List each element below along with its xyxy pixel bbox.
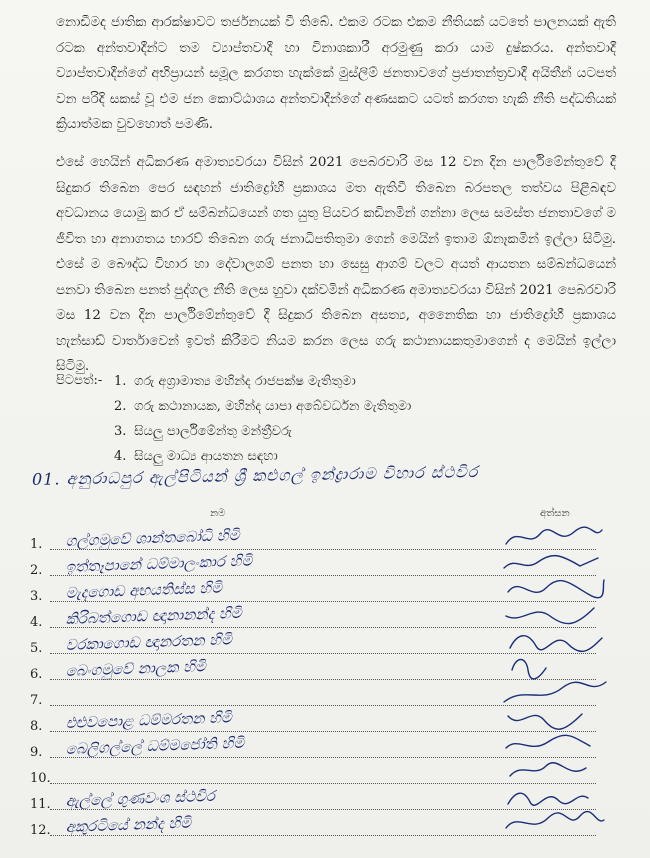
signature-row: 1. ගල්ගමුවේ ශාන්තබෝධි හිමි: [0, 528, 650, 554]
signature-row: 6. බෙංගමුවේ නාලක හිමි: [0, 658, 650, 684]
column-header-name: නම: [210, 508, 226, 519]
signature-row: 9. බෙලිගල්ලේ ධම්මජෝති හිමි: [0, 736, 650, 762]
handwritten-name: ඉත්තෑපානේ ධම්මාලංකාර හිමි: [65, 551, 253, 576]
handwritten-name: අකුරටියේ නන්ද හිමි: [65, 813, 192, 836]
body-paragraph-2: එසේ හෙයින් අධිකරණ අමාත්‍යවරයා විසින් 2021 පෙබරවාරි මස 12 වන දින පාර්ලිමේන්තුවේ දී සිදුකර තිබෙන පෙර සඳහන් ජාතිද්‍රෝහී ප්‍රකාශය මත ඇතිවී තිබෙන බරපතල තත්වය පිළිබඳව අවධානය යොමු කර ඒ සම්බන්ධයෙන් ගත යුතු පියවර කඩිනමින් ගන්නා ලෙස සමස්ත ජනතාවගේ ම ජීවිත හා අනාගතය භාරව් තිබෙන ගරු ජනාධිපතිතුමා ගෙන් මෙයින් ඉතාම ඕනෑකමින් ඉල්ලා සිටිමු. එසේ ම බෞද්ධ විහාර හා දේවාලගම් පනත හා සෙසු ආගම් වලට අයත් ආයතන සම්බන්ධයෙන් පනවා තිබෙන පනත් පුද්ගල නීති ලෙස හුවා දක්වමින් අධිකරණ අමාත්‍යවරයා විසින් 2021 පෙබරවාරි මස 12 වන දින පාර්ලිමේන්තුවේ දී සිදුකර තිබෙන අසත්‍ය, අනෛතික හා ජාතිද්‍රෝහී ප්‍රකාශය හැන්සාඩ් වාර්තාවෙන් ඉවත් කිරීමට නියම කරන ලෙස ගරු කථානායකතුමාගෙන් ද මෙයින් ඉල්ලා සිටිමු.: [56, 155, 616, 374]
handwritten-name: එළුවපොළ ධම්මරතන හිමි: [65, 708, 232, 732]
handwritten-name: බෙංගමුවේ නාලක හිමි: [65, 657, 207, 680]
copies-item: 1. ගරු අග්‍රාමාත්‍ය මහින්ද රාජපක්ෂ මැතිතුමා: [114, 374, 356, 389]
signature-mark: [498, 806, 608, 840]
column-header-signature: අත්සන: [540, 508, 570, 519]
signature-row: 12. අකුරටියේ නන්ද හිමි: [0, 814, 650, 840]
signature-row: 3. මැදගොඩ අභයතිස්ස හිමි: [0, 580, 650, 606]
signature-row: 11. ඇල්ලේ ගුණවංශ ස්ථවිර: [0, 788, 650, 814]
handwritten-name: බෙලිගල්ලේ ධම්මජෝති හිමි: [65, 733, 245, 758]
signature-row: 5. වරකාගොඩ ඥානරතන හිමි: [0, 632, 650, 658]
handwritten-name: වරකාගොඩ ඥානරතන හිමි: [65, 630, 233, 654]
signature-row: 7.: [0, 684, 650, 710]
body-paragraph-1: නොඩීමද ජාතික ආරක්ෂාවට තර්ජනයක් වී තිබේ. එකම රටක එකම නීතියක් යටතේ පාලනයක් ඇති රටක අන්තවාදීන්ට තම ව්‍යාප්තවාදී හා විනාශකාරී අරමුණු කරා යාම දුෂ්කරය. අන්තවාදී ව්‍යාප්තවාදීන්ගේ අභිප්‍රායන් සමූල කරගත හැක්කේ මුස්ලිම් ජනතාවගේ ප්‍රජාතන්ත්‍රවාදී අයිතීන් යටපත් වන පරිදි සකස් වූ එම ජන කොට්ඨාශය අන්තවාදීන්ගේ අණසකට යටත් කරගත හැකි නීති පද්ධතියක් ක්‍රියාත්මක වුවහොත් පමණි.: [56, 15, 616, 132]
copies-label: පිටපත්:-: [56, 373, 103, 388]
copies-item: 3. සියලු පාර්ලිමේන්තු මන්ත්‍රීවරු: [114, 424, 292, 439]
handwritten-name: ගල්ගමුවේ ශාන්තබෝධි හිමි: [65, 525, 240, 550]
handwritten-name: කිරිබත්ගොඩ ඥානානන්ද හිමි: [65, 603, 242, 628]
handwritten-name: මැදගොඩ අභයතිස්ස හිමි: [65, 578, 223, 602]
handwritten-heading: 01. අනුරාධපුර ඇල්පිටියන් ශ්‍රී කළුගල් ඉන්ද්‍රාරාම විහාර ස්ථවිර: [31, 462, 479, 489]
copies-item: 4. සියලු මාධ්‍ය ආයතන සඳහා: [114, 449, 278, 464]
signature-row: 2. ඉත්තෑපානේ ධම්මාලංකාර හිමි: [0, 554, 650, 580]
signature-row: 8. එළුවපොළ ධම්මරතන හිමි: [0, 710, 650, 736]
copies-list: [114, 373, 411, 473]
signature-row: 4. කිරිබත්ගොඩ ඥානානන්ද හිමි: [0, 606, 650, 632]
signature-row: 10.: [0, 762, 650, 788]
copies-item: 2. ගරු කථානායක, මහින්ද යාපා අබේවර්ධන මැතිතුමා: [114, 399, 412, 414]
handwritten-name: ඇල්ලේ ගුණවංශ ස්ථවිර: [65, 786, 216, 810]
